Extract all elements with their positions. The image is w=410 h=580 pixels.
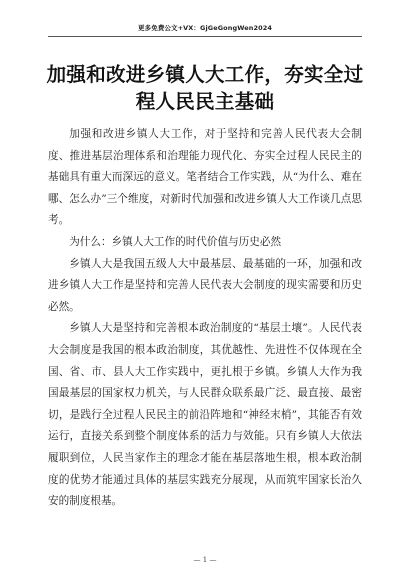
page-number: — 1 — [193,556,217,564]
section-heading: 为什么：乡镇人大工作的时代价值与历史必然 [69,235,282,248]
header-divider [48,36,362,37]
document-body [48,124,362,513]
body-paragraph: 乡镇人大是我国五级人大中最基层、最基础的一环，加强和改进乡镇人大工作是坚持和完善人民代表大会制度的现实需要和历史必然。 [48,257,362,313]
intro-paragraph: 加强和改进乡镇人大工作，对于坚持和完善人民代表大会制度、推进基层治理体系和治理能力现代化、夯实全过程人民民主的基础具有重大而深远的意义。笔者结合工作实践，从“为什么、难在哪、怎么办”三个维度，对新时代加强和改进乡镇人大工作谈几点思考。 [48,128,362,227]
header-note: 更多免费公文+VX：GjGeGongWen2024 [138,24,272,32]
document-title: 加强和改进乡镇人大工作，夯实全过程人民民主基础 [46,63,364,113]
body-paragraph: 乡镇人大是坚持和完善根本政治制度的“基层土壤”。人民代表大会制度是我国的根本政治制度，其优越性、先进性不仅体现在全国、省、市、县人大工作实践中，更扎根于乡镇。乡镇人大作为我国最基层的国家权力机关，与人民群众联系最广泛、最直接、最密切，是践行全过程人民民主的前沿阵地和“神经末梢”，其能否有效运行，直接关系到整个制度体系的活力与效能。只有乡镇人大依法履职到位，人民当家作主的理念才能在基层落地生根，根本政治制度的优势才能通过具体的基层实践充分展现，从而筑牢国家长治久安的制度根基。 [48,322,362,508]
